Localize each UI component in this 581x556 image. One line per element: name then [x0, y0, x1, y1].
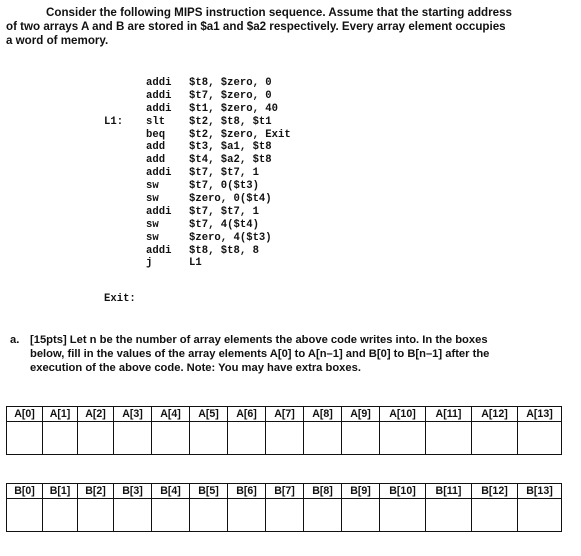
array-a-header-cell: A[10]: [380, 407, 426, 422]
array-a-answer-box[interactable]: [426, 422, 472, 455]
code-opcode: add: [146, 141, 166, 154]
array-a-header-cell: A[0]: [7, 407, 43, 422]
array-b-header-row: [7, 484, 562, 499]
code-operands: $t7, $t7, 1: [189, 205, 259, 218]
code-operands: $t2, $t8, $t1: [189, 115, 272, 128]
code-operands: $t2, $zero, Exit: [189, 128, 291, 141]
code-opcode: sw: [146, 218, 159, 231]
code-operands: $t3, $a1, $t8: [189, 141, 272, 154]
array-a-answer-box[interactable]: [518, 422, 562, 455]
array-b-header-cell: B[13]: [518, 484, 562, 499]
array-b-header-cell: B[7]: [266, 484, 304, 499]
code-label: L1:: [104, 115, 124, 128]
array-b-header-cell: B[10]: [380, 484, 426, 499]
array-a-answer-box[interactable]: [7, 422, 43, 455]
array-b-header-cell: B[3]: [114, 484, 152, 499]
intro-line-2: of two arrays A and B are stored in $a1 and $a2 respectively. Every array element occupies: [6, 20, 506, 33]
array-a-table: [6, 406, 562, 455]
array-a-header-cell: A[1]: [43, 407, 78, 422]
array-b-header-cell: B[8]: [304, 484, 342, 499]
array-b-header-cell: B[9]: [342, 484, 380, 499]
array-a-answer-box[interactable]: [304, 422, 342, 455]
code-opcode: addi: [146, 244, 172, 257]
code-operands: $t7, 0($t3): [189, 180, 259, 193]
array-a-answer-box[interactable]: [380, 422, 426, 455]
array-a-header-cell: A[9]: [342, 407, 380, 422]
code-opcode: beq: [146, 128, 166, 141]
array-b-table: [6, 483, 562, 532]
code-opcode: sw: [146, 193, 159, 206]
array-b-answer-box[interactable]: [78, 499, 114, 532]
array-a-header-cell: A[2]: [78, 407, 114, 422]
code-operands: $t7, $t7, 1: [189, 167, 259, 180]
array-a-header-cell: A[11]: [426, 407, 472, 422]
code-operands: $t4, $a2, $t8: [189, 154, 272, 167]
question-letter: a.: [10, 334, 20, 346]
code-opcode: add: [146, 154, 166, 167]
array-a-header-cell: A[8]: [304, 407, 342, 422]
array-b-header-cell: B[0]: [7, 484, 43, 499]
array-a-answer-box[interactable]: [228, 422, 266, 455]
intro-line-1: Consider the following MIPS instruction sequence. Assume that the starting address: [46, 6, 512, 19]
array-a-value-row: [7, 422, 562, 455]
array-b-answer-box[interactable]: [228, 499, 266, 532]
array-a-answer-box[interactable]: [43, 422, 78, 455]
code-opcode: addi: [146, 77, 172, 89]
code-opcode: addi: [146, 89, 172, 102]
code-opcode: sw: [146, 231, 159, 244]
code-opcode: addi: [146, 205, 172, 218]
code-operands: $zero, 0($t4): [189, 193, 272, 206]
array-b-answer-box[interactable]: [190, 499, 228, 532]
code-operands: $t8, $t8, 8: [189, 244, 259, 257]
code-operands: $t7, 4($t4): [189, 218, 259, 231]
array-b-header-cell: B[6]: [228, 484, 266, 499]
array-a-header-cell: A[3]: [114, 407, 152, 422]
code-operands: $t1, $zero, 40: [189, 102, 279, 115]
array-b-header-cell: B[4]: [152, 484, 190, 499]
array-a-answer-box[interactable]: [266, 422, 304, 455]
array-b-answer-box[interactable]: [380, 499, 426, 532]
array-a-answer-box[interactable]: [472, 422, 518, 455]
array-b-answer-box[interactable]: [43, 499, 78, 532]
array-b-header-cell: B[5]: [190, 484, 228, 499]
array-b-answer-box[interactable]: [304, 499, 342, 532]
array-a-header-cell: A[13]: [518, 407, 562, 422]
array-b-header-cell: B[2]: [78, 484, 114, 499]
array-a-answer-box[interactable]: [152, 422, 190, 455]
question-line-3: execution of the above code. Note: You may have extra boxes.: [30, 362, 361, 374]
array-a-header-cell: A[5]: [190, 407, 228, 422]
array-b-answer-box[interactable]: [426, 499, 472, 532]
array-a-header-row: [7, 407, 562, 422]
code-opcode: addi: [146, 167, 172, 180]
array-a-answer-box[interactable]: [190, 422, 228, 455]
code-operands: $zero, 4($t3): [189, 231, 272, 244]
question-a: [10, 333, 570, 375]
array-b-answer-box[interactable]: [266, 499, 304, 532]
code-opcode: addi: [146, 102, 172, 115]
array-b-header-cell: B[11]: [426, 484, 472, 499]
code-operands: L1: [189, 257, 202, 270]
array-b-answer-box[interactable]: [152, 499, 190, 532]
array-a-answer-box[interactable]: [114, 422, 152, 455]
array-a-header-cell: A[12]: [472, 407, 518, 422]
array-b-answer-box[interactable]: [114, 499, 152, 532]
array-a-header-cell: A[4]: [152, 407, 190, 422]
array-b-value-row: [7, 499, 562, 532]
array-b-header-cell: B[1]: [43, 484, 78, 499]
code-operands: $t8, $zero, 0: [189, 77, 272, 89]
code-opcode: j: [146, 257, 153, 270]
array-a-answer-box[interactable]: [342, 422, 380, 455]
array-b-answer-box[interactable]: [518, 499, 562, 532]
question-line-1: [15pts] Let n be the number of array elements the above code writes into. In the boxes: [30, 334, 488, 346]
array-a-answer-box[interactable]: [78, 422, 114, 455]
code-opcode: sw: [146, 180, 159, 193]
code-opcode: slt: [146, 115, 166, 128]
array-a-header-cell: A[7]: [266, 407, 304, 422]
problem-intro: [6, 6, 574, 48]
array-b-answer-box[interactable]: [472, 499, 518, 532]
array-b-answer-box[interactable]: [7, 499, 43, 532]
code-operands: $t7, $zero, 0: [189, 89, 272, 102]
array-b-answer-box[interactable]: [342, 499, 380, 532]
exit-label: Exit:: [104, 293, 136, 305]
array-b-header-cell: B[12]: [472, 484, 518, 499]
intro-line-3: a word of memory.: [6, 34, 109, 47]
question-line-2: below, fill in the values of the array elements A[0] to A[n–1] and B[0] to B[n–1] after the: [30, 348, 490, 360]
array-a-header-cell: A[6]: [228, 407, 266, 422]
